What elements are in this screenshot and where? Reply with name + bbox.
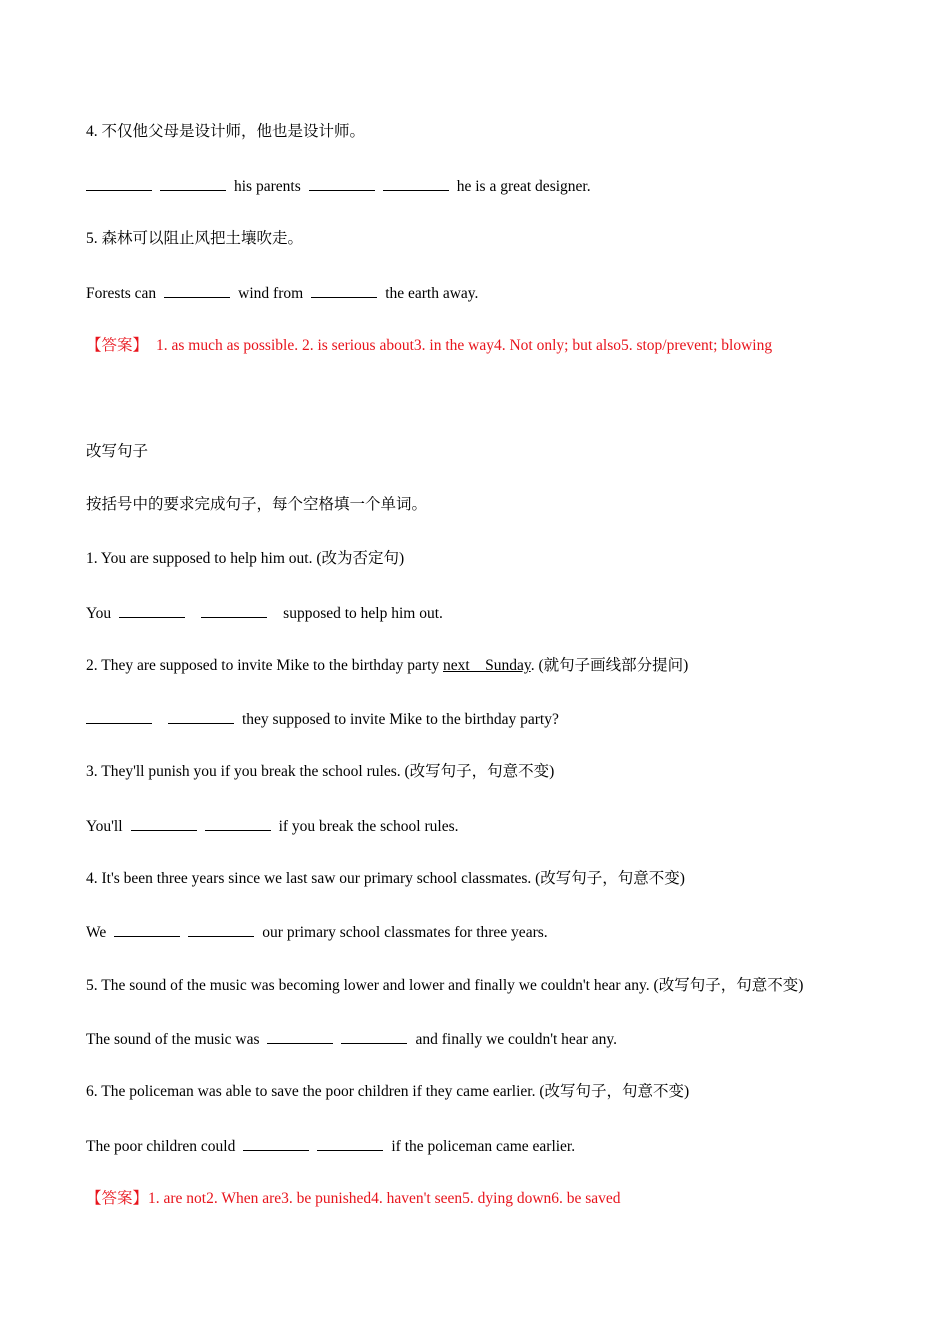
- rewrite-q2-sentence: they supposed to invite Mike to the birthday party?: [86, 709, 559, 730]
- blank: [311, 283, 377, 298]
- blank: [160, 176, 226, 191]
- question-5-sentence: Forests can wind from the earth away.: [86, 285, 479, 302]
- rewrite-q3-prompt: 3. They'll punish you if you break the school rules. (改写句子，句意不变): [86, 763, 555, 780]
- blank: [168, 709, 234, 724]
- blank: [164, 283, 230, 298]
- blank: [119, 603, 185, 618]
- blank: [317, 1136, 383, 1151]
- blank: [341, 1029, 407, 1044]
- blank: [86, 176, 152, 191]
- rewrite-q4-sentence: We our primary school classmates for three years.: [86, 924, 548, 941]
- question-4-sentence: his parents he is a great designer.: [86, 176, 591, 197]
- rewrite-q4-prompt: 4. It's been three years since we last saw our primary school classmates. (改写句子，句意不变): [86, 870, 685, 887]
- rewrite-q5-prompt: 5. The sound of the music was becoming lower and lower and finally we couldn't hear any. (改写句子，句意不变): [86, 977, 804, 994]
- section-instruction: 按括号中的要求完成句子，每个空格填一个单词。: [86, 496, 428, 513]
- blank: [243, 1136, 309, 1151]
- blank: [383, 176, 449, 191]
- rewrite-q3-sentence: You'll if you break the school rules.: [86, 818, 459, 835]
- blank: [205, 816, 271, 831]
- blank: [131, 816, 197, 831]
- rewrite-q6-sentence: The poor children could if the policeman came earlier.: [86, 1138, 576, 1155]
- rewrite-q1-sentence: You supposed to help him out.: [86, 605, 443, 622]
- underlined-phrase: next Sunday: [443, 657, 531, 674]
- section-heading: 改写句子: [86, 443, 149, 460]
- answer-key-1: 【答案】 1. as much as possible. 2. is serious about3. in the way4. Not only; but also5. stop/prevent; blowing: [86, 337, 773, 354]
- question-4-prompt: 4. 不仅他父母是设计师，他也是设计师。: [86, 123, 366, 140]
- rewrite-q5-sentence: The sound of the music was and finally we couldn't hear any.: [86, 1031, 617, 1048]
- blank: [114, 922, 180, 937]
- blank: [309, 176, 375, 191]
- blank: [86, 709, 152, 724]
- rewrite-q6-prompt: 6. The policeman was able to save the poor children if they came earlier. (改写句子，句意不变): [86, 1083, 690, 1100]
- blank: [201, 603, 267, 618]
- blank: [267, 1029, 333, 1044]
- rewrite-q2-prompt: 2. They are supposed to invite Mike to the birthday party next Sunday. (就句子画线部分提问): [86, 657, 689, 674]
- question-5-prompt: 5. 森林可以阻止风把土壤吹走。: [86, 230, 304, 247]
- rewrite-q1-prompt: 1. You are supposed to help him out. (改为否定句): [86, 550, 405, 567]
- answer-key-2: 【答案】1. are not2. When are3. be punished4. haven't seen5. dying down6. be saved: [86, 1190, 621, 1207]
- blank: [188, 922, 254, 937]
